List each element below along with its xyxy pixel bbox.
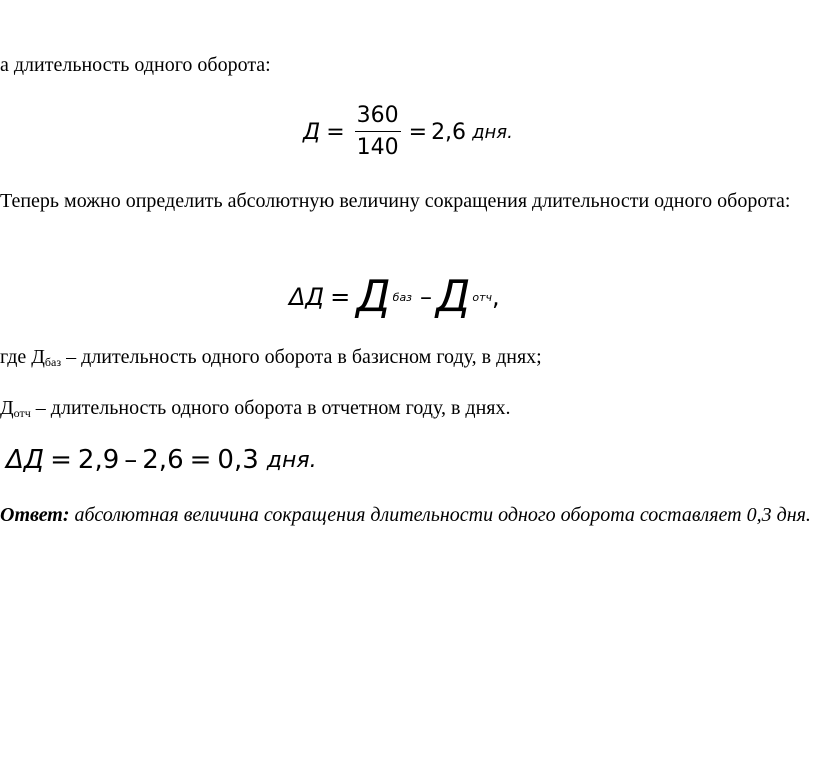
formula-unit: дня. bbox=[266, 447, 317, 473]
formula-value-base: 2,9 bbox=[77, 445, 120, 475]
formula-sub-report: отч bbox=[472, 290, 493, 304]
formula-sub-base: баз bbox=[392, 290, 413, 304]
formula-equals: = bbox=[326, 119, 345, 145]
formula-lhs: ΔД bbox=[6, 445, 45, 475]
formula-equals: = bbox=[50, 445, 72, 475]
formula-value-report: 2,6 bbox=[142, 445, 184, 475]
paragraph-definition-report bbox=[0, 393, 816, 428]
definition-subscript: отч bbox=[13, 406, 31, 420]
formula-duration bbox=[303, 100, 513, 164]
answer-label: Ответ: bbox=[0, 504, 70, 526]
formula-fraction bbox=[355, 104, 401, 160]
definition-text: – длительность одного оборота в базисном году, в днях; bbox=[61, 346, 542, 368]
formula-delta-duration bbox=[289, 272, 500, 322]
answer-text: абсолютная величина сокращения длительности одного оборота составляет 0,3 дня. bbox=[69, 504, 811, 526]
formula-duration-base: Д bbox=[356, 271, 391, 322]
definition-subscript: баз bbox=[44, 355, 62, 369]
paragraph-duration-intro bbox=[0, 50, 816, 80]
formula-equals: = bbox=[330, 283, 351, 311]
formula-unit: дня. bbox=[472, 121, 513, 143]
formula-equals-2: = bbox=[408, 119, 428, 145]
definition-prefix: где Д bbox=[0, 346, 45, 368]
formula-minus: – bbox=[124, 445, 138, 475]
paragraph-text: Теперь можно определить абсолютную величину сокращения длительности одного оборота: bbox=[0, 190, 791, 212]
fraction-denominator: 140 bbox=[356, 135, 399, 160]
definition-prefix: Д bbox=[0, 397, 14, 419]
formula-value: 2,6 bbox=[431, 119, 467, 145]
formula-calculation bbox=[6, 440, 317, 480]
formula-lhs: Д bbox=[303, 119, 321, 145]
formula-duration-report: Д bbox=[436, 271, 471, 322]
formula-equals-2: = bbox=[189, 445, 212, 475]
paragraph-absolute-reduction bbox=[0, 186, 816, 216]
paragraph-definition-base bbox=[0, 342, 816, 377]
formula-comma: , bbox=[492, 283, 500, 311]
formula-minus: – bbox=[420, 283, 433, 311]
formula-lhs: ΔД bbox=[289, 283, 325, 311]
paragraph-text: а длительность одного оборота: bbox=[0, 54, 271, 76]
definition-text: – длительность одного оборота в отчетном году, в днях. bbox=[30, 397, 511, 419]
paragraph-answer bbox=[0, 500, 816, 530]
fraction-numerator: 360 bbox=[355, 104, 401, 132]
formula-result: 0,3 bbox=[217, 445, 259, 475]
